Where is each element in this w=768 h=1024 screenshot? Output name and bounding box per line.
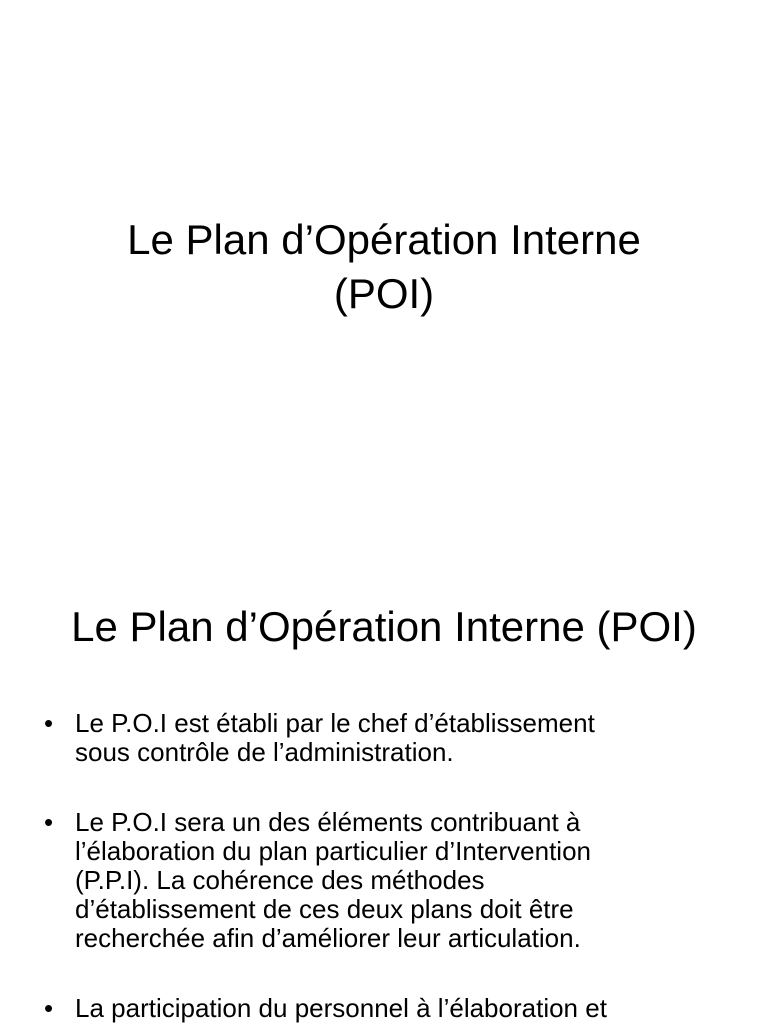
- bullet-list: [44, 709, 734, 1024]
- bullet-line: recherchée afin d’améliorer leur articulation.: [75, 923, 581, 953]
- bullet-text: [75, 808, 734, 953]
- slide-content-page: [0, 576, 768, 1024]
- bullet-item: [44, 709, 734, 767]
- slide-1-title-line: Le Plan d’Opération Interne: [127, 216, 641, 263]
- bullet-item: [44, 808, 734, 953]
- slide-1-title: [0, 213, 768, 321]
- bullet-line: La participation du personnel à l’élaboration et: [75, 993, 607, 1023]
- slide-1-title-line: (POI): [333, 270, 435, 317]
- bullet-line: l’élaboration du plan particulier d’Intervention: [75, 836, 591, 866]
- bullet-icon: •: [44, 993, 54, 1023]
- bullet-icon: •: [44, 807, 54, 837]
- bullet-line: Le P.O.I sera un des éléments contribuant à: [75, 807, 581, 837]
- bullet-line: d’établissement de ces deux plans doit être: [75, 894, 574, 924]
- bullet-icon: •: [44, 708, 54, 738]
- bullet-text: [75, 709, 734, 767]
- bullet-text: [75, 994, 734, 1023]
- bullet-line: sous contrôle de l’administration.: [75, 737, 454, 767]
- bullet-item: [44, 994, 734, 1023]
- bullet-line: Le P.O.I est établi par le chef d’établissement: [75, 708, 595, 738]
- bullet-line: (P.P.I). La cohérence des méthodes: [75, 865, 485, 895]
- slide-2-title: Le Plan d’Opération Interne (POI): [71, 603, 697, 650]
